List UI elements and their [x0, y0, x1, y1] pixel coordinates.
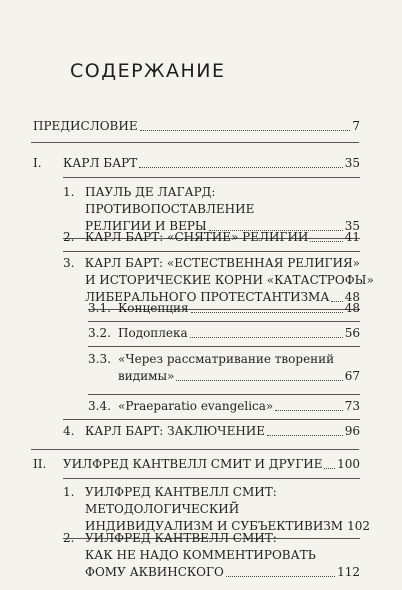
toc-page-number: 100 — [337, 457, 360, 471]
leader-dots — [267, 435, 343, 436]
toc-entry-label: ПРЕДИСЛОВИЕ — [33, 119, 138, 133]
leader-dots — [275, 410, 342, 411]
leader-dots — [324, 468, 335, 469]
divider — [88, 321, 360, 322]
toc-entry-1-2 — [63, 229, 360, 246]
toc-entry-1-3 — [63, 255, 374, 306]
entry-number: 4. — [63, 424, 75, 438]
toc-page-number: 7 — [352, 119, 360, 133]
toc-subentry-3-3 — [88, 351, 360, 385]
toc-page-number: 41 — [344, 230, 360, 244]
entry-line: ИНДИВИДУАЛИЗМ И СУБЪЕКТИВИЗМ — [85, 519, 344, 533]
divider — [31, 449, 359, 450]
divider — [63, 478, 360, 479]
entry-line: КАРЛ БАРТ: «СНЯТИЕ» РЕЛИГИИ — [85, 230, 309, 244]
toc-part-2 — [33, 456, 360, 473]
toc-entry-2-1 — [63, 484, 370, 535]
entry-line: РЕЛИГИИ И ВЕРЫ — [85, 219, 207, 233]
entry-line: КАК НЕ НАДО КОММЕНТИРОВАТЬ — [85, 548, 316, 562]
toc-page-number: 112 — [337, 565, 360, 579]
entry-line: Концепция — [118, 301, 189, 315]
entry-number: 3.2. — [88, 326, 111, 340]
page-title: СОДЕРЖАНИЕ — [70, 60, 226, 82]
entry-line: ФОМУ АКВИНСКОГО — [85, 565, 224, 579]
entry-line: И ИСТОРИЧЕСКИЕ КОРНИ «КАТАСТРОФЫ» — [85, 273, 374, 287]
toc-page-number: 35 — [344, 219, 360, 233]
divider — [31, 142, 359, 143]
entry-number: 2. — [63, 531, 75, 545]
toc-page-number: 73 — [344, 399, 360, 413]
toc-page-number: 67 — [344, 369, 360, 383]
entry-number: 3.4. — [88, 399, 111, 413]
divider — [88, 346, 360, 347]
leader-dots — [310, 241, 342, 242]
entry-number: 3.3. — [88, 352, 111, 366]
toc-entry-preface — [33, 118, 360, 135]
entry-number: 1. — [63, 185, 75, 199]
leader-dots — [190, 337, 343, 338]
part-number: II. — [33, 457, 47, 471]
toc-subentry-3-2 — [88, 325, 360, 342]
toc-page-number: 48 — [344, 301, 360, 315]
toc-entry-1-4 — [63, 423, 360, 440]
entry-number: 3. — [63, 256, 75, 270]
entry-line: МЕТОДОЛОГИЧЕСКИЙ — [85, 502, 240, 516]
toc-entry-2-2 — [63, 530, 360, 581]
entry-line: «Через рассматривание творений — [118, 352, 335, 366]
leader-dots — [140, 130, 351, 131]
part-title: УИЛФРЕД КАНТВЕЛЛ СМИТ И ДРУГИЕ — [63, 457, 323, 471]
toc-page-number: 35 — [344, 156, 360, 170]
part-number: I. — [33, 156, 42, 170]
toc-subentry-3-4 — [88, 398, 360, 415]
leader-dots — [176, 380, 342, 381]
entry-line: УИЛФРЕД КАНТВЕЛЛ СМИТ: — [85, 531, 277, 545]
entry-line: ЛИБЕРАЛЬНОГО ПРОТЕСТАНТИЗМА — [85, 290, 330, 304]
entry-line: Подоплека — [118, 326, 188, 340]
entry-line: ПАУЛЬ ДЕ ЛАГАРД: — [85, 185, 216, 199]
divider — [63, 419, 360, 420]
leader-dots — [226, 576, 335, 577]
entry-number: 3.1. — [88, 301, 111, 315]
toc-page-number: 96 — [344, 424, 360, 438]
divider — [88, 394, 360, 395]
divider — [63, 177, 360, 178]
entry-line: КАРЛ БАРТ: ЗАКЛЮЧЕНИЕ — [85, 424, 266, 438]
leader-dots — [139, 167, 342, 168]
entry-line: КАРЛ БАРТ: «ЕСТЕСТВЕННАЯ РЕЛИГИЯ» — [84, 256, 360, 270]
entry-line: видимы» — [118, 369, 175, 383]
entry-line: УИЛФРЕД КАНТВЕЛЛ СМИТ: — [85, 485, 277, 499]
toc-part-1 — [33, 155, 360, 172]
entry-line: «Praeparatio evangelica» — [118, 399, 274, 413]
toc-page-number: 102 — [347, 519, 370, 533]
part-title: КАРЛ БАРТ — [63, 156, 138, 170]
entry-number: 2. — [63, 230, 75, 244]
toc-page-number: 48 — [344, 290, 360, 304]
entry-number: 1. — [63, 485, 75, 499]
leader-dots — [191, 312, 343, 313]
toc-page-number: 56 — [344, 326, 360, 340]
toc-subentry-3-1 — [88, 300, 360, 317]
entry-line: ПРОТИВОПОСТАВЛЕНИЕ — [85, 202, 255, 216]
toc-entry-1-1 — [63, 184, 360, 235]
divider — [63, 251, 360, 252]
